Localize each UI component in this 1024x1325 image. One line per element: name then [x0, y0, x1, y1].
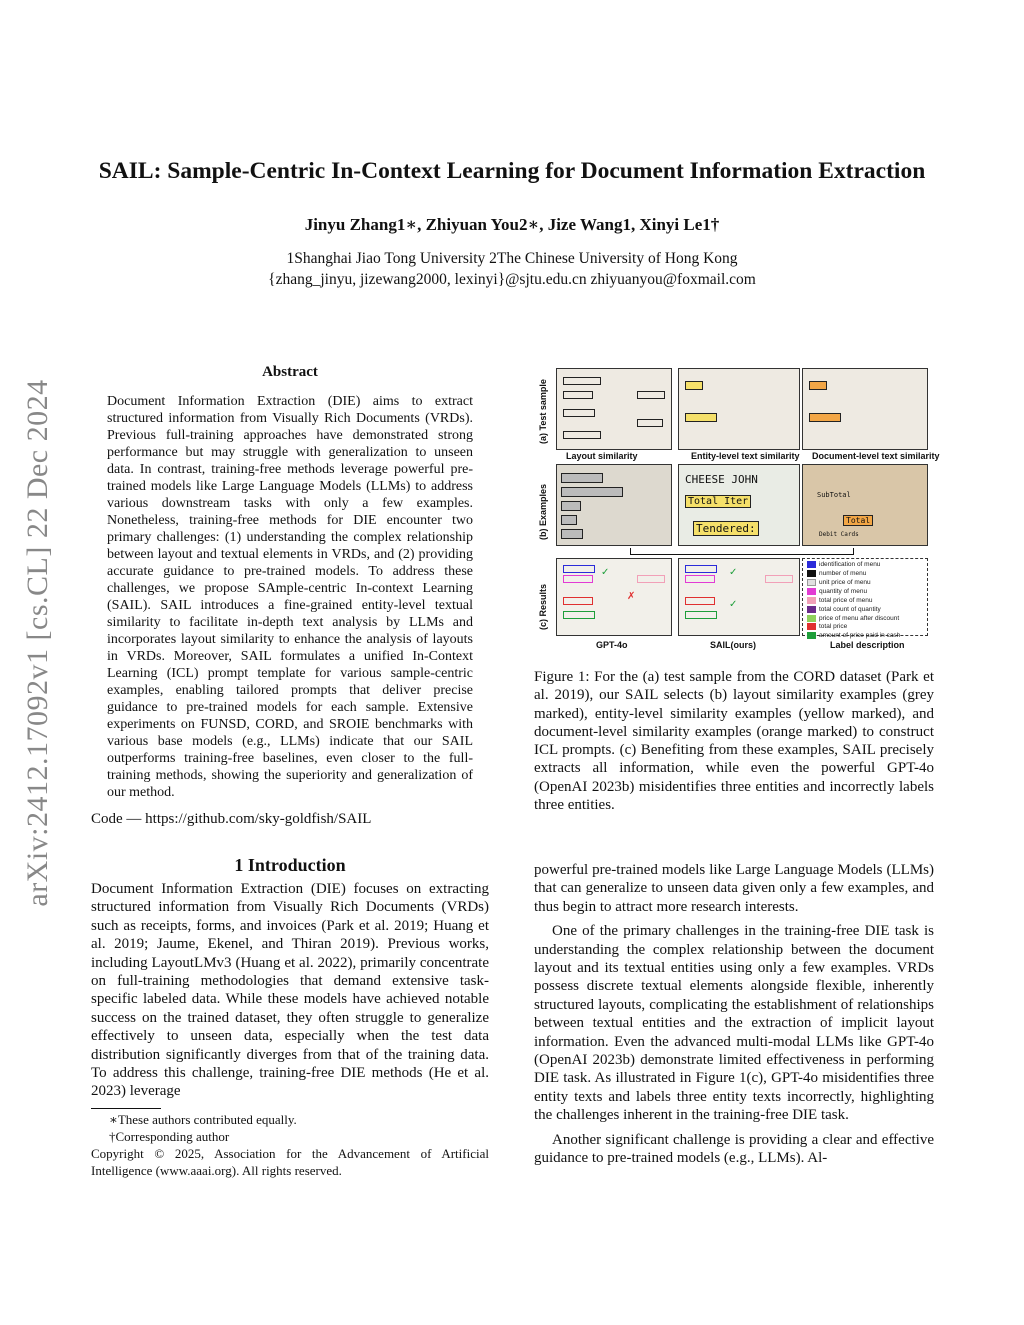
test-sample-document	[802, 368, 928, 450]
test-sample-layout	[556, 368, 672, 450]
check-icon: ✓	[729, 567, 738, 578]
figure-1	[534, 362, 940, 652]
legend-item: total count of quantity	[807, 606, 900, 615]
label-legend	[802, 558, 928, 640]
example-cheese-john: CHEESE JOHN	[685, 473, 758, 486]
example-debit-cards: Debit Cards	[819, 531, 859, 538]
cross-icon: ✗	[627, 591, 636, 602]
legend-item: unit price of menu	[807, 579, 900, 588]
paragraph: One of the primary challenges in the training-free DIE task is understanding the complex relationship between the document layout and its textual entities using only a few examples. VRDs possess discrete textual elements alongside flexible, inherently structured layouts, complicating the establishment of relationships between textual entities and the extraction of implicit layout information. Even the advanced multi-modal LLMs like GPT-4o (OpenAI 2023b) demonstrate limited effectiveness in performing DIE task. As illustrated in Figure 1(c), GPT-4o misidentifies three entity texts and labels three entity texts incorrectly, highlighting the challenges inherent in the training-free DIE task.	[534, 923, 934, 1124]
footnote-equal-contribution: ∗These authors contributed equally.	[109, 1112, 297, 1127]
legend-list	[807, 561, 900, 641]
example-layout	[556, 464, 672, 546]
example-entity	[678, 464, 800, 546]
example-total-iter: Total Iter	[685, 495, 751, 508]
legend-item: price of menu after discount	[807, 615, 900, 624]
right-column-text	[534, 861, 934, 1168]
check-icon: ✓	[601, 567, 610, 578]
label-entity-similarity: Entity-level text similarity	[691, 451, 800, 461]
label-gpt4o: GPT-4o	[596, 640, 628, 650]
paper-title: SAIL: Sample-Centric In-Context Learning for Document Information Extraction	[98, 158, 926, 184]
row-label-test-sample: (a) Test sample	[538, 379, 548, 444]
copyright-notice: Copyright © 2025, Association for the Advancement of Artificial Intelligence (www.aaai.org). All rights reserved.	[91, 1146, 489, 1178]
author-list: Jinyu Zhang1∗, Zhiyuan You2∗, Jize Wang1, Xinyi Le1†	[304, 215, 720, 234]
emails: {zhang_jinyu, jizewang2000, lexinyi}@sjtu.edu.cn zhiyuanyou@foxmail.com	[268, 271, 756, 288]
legend-item: number of menu	[807, 570, 900, 579]
figure-caption: Figure 1: For the (a) test sample from the CORD dataset (Park et al. 2019), our SAIL selects (b) layout similarity examples (grey marked), entity-level similarity examples (yellow marked), and document-level similarity examples (orange marked) to construct ICL prompts. (c) Benefiting from these examples, SAIL precisely extracts all information, while even the powerful GPT-4o (OpenAI 2023b) misidentifies three entities and incorrectly labels three entities.	[534, 669, 934, 814]
example-subtotal: SubTotal	[817, 491, 851, 499]
label-document-similarity: Document-level text similarity	[812, 451, 940, 461]
legend-item: identification of menu	[807, 561, 900, 570]
check-icon: ✓	[729, 599, 738, 610]
label-description: Label description	[830, 640, 905, 650]
row-label-results: (c) Results	[538, 583, 548, 630]
intro-heading: 1 Introduction	[234, 855, 346, 875]
legend-item: total price of menu	[807, 597, 900, 606]
affiliations-block	[0, 248, 1024, 290]
arxiv-side-stamp: arXiv:2412.17092v1 [cs.CL] 22 Dec 2024	[21, 379, 54, 907]
footnotes	[91, 1111, 489, 1179]
intro-text: Document Information Extraction (DIE) focuses on extracting structured information from Visually Rich Documents (VRDs) such as receipts, forms, and invoices (Park et al. 2019; Huang et al. 2019; Jaume, Ekenel, and Thiran 2019). Previous works, including LayoutLMv3 (Huang et al. 2022), primarily concentrate on full-training methodologies that demand extensive task-specific labeled data. While these models have achieved notable success on the trained dataset, they often struggle to generalize effectively to unseen data, especially when the test data distribution significantly diverges from that of the training data. To address this challenge, training-free DIE methods (He et al. 2023) leverage	[91, 881, 489, 1100]
abstract-heading: Abstract	[262, 364, 318, 380]
connector-bracket	[630, 548, 854, 555]
footnote-corresponding: †Corresponding author	[109, 1129, 230, 1144]
paragraph: Another significant challenge is providing a clear and effective guidance to pre-trained models (e.g., LLMs). Al-	[534, 1131, 934, 1167]
footnote-rule	[91, 1108, 161, 1109]
paragraph: powerful pre-trained models like Large Language Models (LLMs) that can generalize to unseen data given only a few examples, and thus begin to attract more research interests.	[534, 862, 934, 915]
code-link[interactable]: Code — https://github.com/sky-goldfish/SAIL	[91, 811, 372, 827]
label-layout-similarity: Layout similarity	[566, 451, 638, 461]
legend-item: quantity of menu	[807, 588, 900, 597]
test-sample-entity	[678, 368, 800, 450]
affiliations: 1Shanghai Jiao Tong University 2The Chinese University of Hong Kong	[286, 250, 738, 267]
abstract-text: Document Information Extraction (DIE) aims to extract structured information from Visually Rich Documents (VRDs). Previous full-training approaches have demonstrated strong performance but may struggle with generalization to unseen data. In contrast, training-free methods leverage powerful pre-trained models like Large Language Models (LLMs) to address various downstream tasks with only a few examples. Nonetheless, training-free methods for DIE encounter two primary challenges: (1) understanding the complex relationship between layout and textual elements in VRDs, and (2) providing accurate guidance to pre-trained models. To address these challenges, we propose SAmple-centric In-context Learning (SAIL). SAIL introduces a fine-grained entity-level textual similarity to facilitate in-depth text analysis by LLMs and incorporates layout similarity to enhance the analysis of layouts in VRDs. Moreover, SAIL formulates a unified In-Context Learning (ICL) prompt template for various sample-centric examples, enabling tailored prompts that deliver precise guidance to pre-trained models for each sample. Extensive experiments on FUNSD, CORD, and SROIE benchmarks with various base models (e.g., LLMs) indicate that our SAIL outperforms training-free baselines, even closer to the full-training methods, showing the superiority and generalization of our method.	[107, 394, 473, 800]
legend-item: total price	[807, 623, 900, 632]
example-document	[802, 464, 928, 546]
result-gpt4o	[556, 558, 672, 636]
result-sail	[678, 558, 800, 636]
label-sail: SAIL(ours)	[710, 640, 756, 650]
row-label-examples: (b) Examples	[538, 483, 548, 540]
example-tendered: Tendered:	[693, 521, 759, 536]
example-total: Total	[843, 515, 873, 526]
legend-item: amount of price paid in cash	[807, 632, 900, 641]
